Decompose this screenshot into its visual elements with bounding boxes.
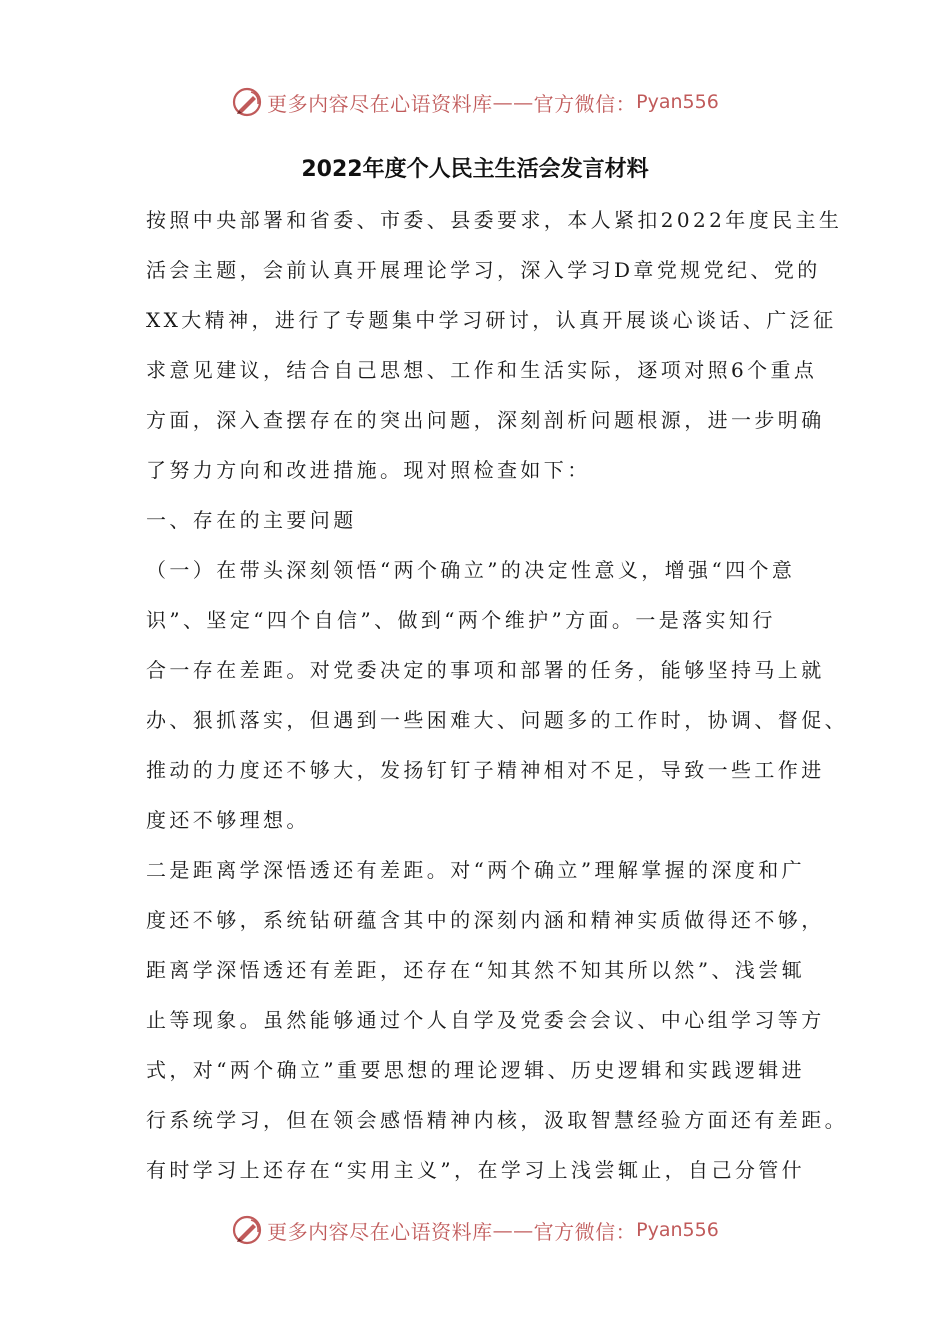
watermark-text: 更多内容尽在心语资料库 [267,1219,493,1244]
text-line: 距离学深悟透还有差距，还存在“知其然不知其所以然”、浅尝辄 [146,958,806,982]
watermark-wechat-label: 官方微信： [533,1219,637,1244]
text-line: 按照中央部署和省委、市委、县委要求，本人紧扣2022年度民主生 [146,208,843,232]
watermark-wechat-id: Pyan556 [636,91,719,113]
watermark-wechat-id: Pyan556 [636,1219,719,1241]
text-line: 活会主题，会前认真开展理论学习，深入学习D章党规党纪、党的 [146,258,821,282]
pen-logo-icon [231,86,263,118]
watermark-header [0,82,950,122]
text-line: 度还不够，系统钻研蕴含其中的深刻内涵和精神实质做得还不够， [146,908,825,932]
text-line: 推动的力度还不够大，发扬钉钉子精神相对不足，导致一些工作进 [146,758,825,782]
watermark-wechat-label: 官方微信： [533,91,637,116]
pen-logo-icon [231,1214,263,1246]
text-line: 行系统学习，但在领会感悟精神内核，汲取智慧经验方面还有差距。 [146,1108,848,1132]
text-line: XX大精神，进行了专题集中学习研讨，认真开展谈心谈话、广泛征 [146,308,837,332]
text-line: 识”、坚定“四个自信”、做到“两个维护”方面。一是落实知行 [146,608,776,632]
text-line: 了努力方向和改进措施。现对照检查如下： [146,458,591,482]
watermark-text: 更多内容尽在心语资料库 [267,91,493,116]
text-line: 止等现象。虽然能够通过个人自学及党委会会议、中心组学习等方 [146,1008,825,1032]
watermark-separator: —— [492,1218,534,1242]
text-line: 求意见建议，结合自己思想、工作和生活实际，逐项对照6个重点 [146,358,818,382]
text-line: （一）在带头深刻领悟“两个确立”的决定性意义，增强“四个意 [146,558,796,582]
text-line: 有时学习上还存在“实用主义”，在学习上浅尝辄止，自己分管什 [146,1158,806,1182]
text-line: 办、狠抓落实，但遇到一些困难大、问题多的工作时，协调、督促、 [146,708,848,732]
section-heading: 一、存在的主要问题 [146,508,357,532]
text-line: 二是距离学深悟透还有差距。对“两个确立”理解掌握的深度和广 [146,858,806,882]
text-line: 度还不够理想。 [146,808,310,832]
watermark-footer [0,1210,950,1250]
document-title: 2022年度个人民主生活会发言材料 [301,157,649,182]
text-line: 合一存在差距。对党委决定的事项和部署的任务，能够坚持马上就 [146,658,825,682]
text-line: 式，对“两个确立”重要思想的理论逻辑、历史逻辑和实践逻辑进 [146,1058,806,1082]
watermark-separator: —— [492,90,534,114]
text-line: 方面，深入查摆存在的突出问题，深刻剖析问题根源，进一步明确 [146,408,825,432]
